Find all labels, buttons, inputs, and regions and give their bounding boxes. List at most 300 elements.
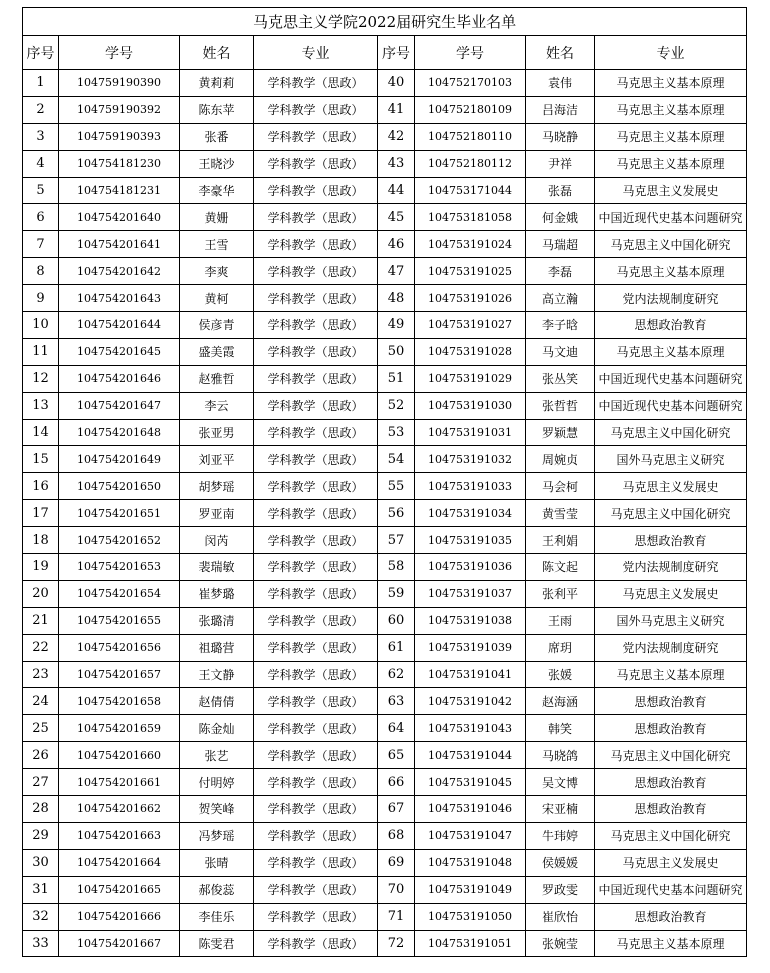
table-row (23, 634, 747, 661)
row-number-right: 54 (378, 446, 415, 473)
student-name-right: 崔欣怡 (526, 903, 595, 930)
row-number-right: 56 (378, 500, 415, 527)
major-left: 学科教学（思政） (254, 769, 378, 796)
student-name-right: 席玥 (526, 634, 595, 661)
student-id-left: 104754201659 (59, 715, 180, 742)
student-id-right: 104753191034 (415, 500, 526, 527)
student-name-right: 高立瀚 (526, 285, 595, 312)
major-left: 学科教学（思政） (254, 903, 378, 930)
header-no-right: 序号 (378, 36, 415, 70)
row-number-left: 12 (23, 365, 59, 392)
table-row (23, 392, 747, 419)
major-left: 学科教学（思政） (254, 285, 378, 312)
table-row (23, 849, 747, 876)
row-number-left: 25 (23, 715, 59, 742)
student-id-left: 104754181231 (59, 177, 180, 204)
student-name-left: 崔梦璐 (180, 580, 254, 607)
student-name-right: 侯媛媛 (526, 849, 595, 876)
row-number-left: 1 (23, 70, 59, 97)
student-name-left: 冯梦瑶 (180, 822, 254, 849)
student-id-left: 104754201667 (59, 930, 180, 957)
student-name-right: 何金娥 (526, 204, 595, 231)
major-right: 中国近现代史基本问题研究 (595, 365, 747, 392)
table-row (23, 930, 747, 957)
student-id-left: 104754201656 (59, 634, 180, 661)
student-id-right: 104753191028 (415, 338, 526, 365)
student-id-right: 104753191026 (415, 285, 526, 312)
student-name-left: 赵雅哲 (180, 365, 254, 392)
major-left: 学科教学（思政） (254, 554, 378, 581)
major-left: 学科教学（思政） (254, 796, 378, 823)
major-left: 学科教学（思政） (254, 822, 378, 849)
student-name-left: 张晴 (180, 849, 254, 876)
major-right: 思想政治教育 (595, 903, 747, 930)
major-right: 思想政治教育 (595, 312, 747, 339)
row-number-right: 61 (378, 634, 415, 661)
major-left: 学科教学（思政） (254, 500, 378, 527)
major-left: 学科教学（思政） (254, 204, 378, 231)
student-id-right: 104753191041 (415, 661, 526, 688)
student-id-right: 104753191024 (415, 231, 526, 258)
table-row (23, 96, 747, 123)
student-name-left: 张亚男 (180, 419, 254, 446)
student-name-left: 陈东苹 (180, 96, 254, 123)
major-left: 学科教学（思政） (254, 365, 378, 392)
table-body (23, 70, 747, 957)
major-right: 思想政治教育 (595, 769, 747, 796)
major-right: 马克思主义基本原理 (595, 70, 747, 97)
student-id-left: 104754201658 (59, 688, 180, 715)
major-right: 思想政治教育 (595, 688, 747, 715)
header-name-right: 姓名 (526, 36, 595, 70)
row-number-right: 68 (378, 822, 415, 849)
major-right: 马克思主义基本原理 (595, 96, 747, 123)
row-number-right: 55 (378, 473, 415, 500)
student-id-left: 104754201640 (59, 204, 180, 231)
table-row (23, 258, 747, 285)
student-name-right: 尹祥 (526, 150, 595, 177)
major-left: 学科教学（思政） (254, 688, 378, 715)
table-row (23, 796, 747, 823)
student-name-left: 黄柯 (180, 285, 254, 312)
row-number-right: 52 (378, 392, 415, 419)
major-left: 学科教学（思政） (254, 70, 378, 97)
table-row (23, 769, 747, 796)
major-right: 国外马克思主义研究 (595, 446, 747, 473)
major-left: 学科教学（思政） (254, 661, 378, 688)
student-name-right: 罗颖慧 (526, 419, 595, 446)
student-name-left: 李爽 (180, 258, 254, 285)
student-id-left: 104754201660 (59, 742, 180, 769)
table-row (23, 419, 747, 446)
student-id-left: 104754201663 (59, 822, 180, 849)
major-right: 思想政治教育 (595, 527, 747, 554)
student-name-right: 马晓静 (526, 123, 595, 150)
student-name-right: 王雨 (526, 607, 595, 634)
row-number-left: 14 (23, 419, 59, 446)
table-row (23, 365, 747, 392)
row-number-right: 50 (378, 338, 415, 365)
row-number-right: 60 (378, 607, 415, 634)
student-id-right: 104753191036 (415, 554, 526, 581)
row-number-left: 15 (23, 446, 59, 473)
student-id-left: 104754201642 (59, 258, 180, 285)
major-left: 学科教学（思政） (254, 96, 378, 123)
major-right: 马克思主义基本原理 (595, 150, 747, 177)
major-right: 中国近现代史基本问题研究 (595, 876, 747, 903)
row-number-right: 48 (378, 285, 415, 312)
student-id-right: 104753191025 (415, 258, 526, 285)
row-number-left: 9 (23, 285, 59, 312)
major-right: 中国近现代史基本问题研究 (595, 204, 747, 231)
table-row (23, 903, 747, 930)
student-name-left: 盛美霞 (180, 338, 254, 365)
table-row (23, 231, 747, 258)
major-right: 党内法规制度研究 (595, 554, 747, 581)
row-number-right: 44 (378, 177, 415, 204)
student-name-left: 王文静 (180, 661, 254, 688)
row-number-right: 42 (378, 123, 415, 150)
student-id-right: 104752180110 (415, 123, 526, 150)
student-name-left: 张艺 (180, 742, 254, 769)
student-id-right: 104753191044 (415, 742, 526, 769)
table-row (23, 123, 747, 150)
student-id-left: 104754201651 (59, 500, 180, 527)
major-right: 马克思主义发展史 (595, 580, 747, 607)
row-number-right: 69 (378, 849, 415, 876)
row-number-left: 7 (23, 231, 59, 258)
major-left: 学科教学（思政） (254, 258, 378, 285)
table-row (23, 554, 747, 581)
student-id-right: 104753191047 (415, 822, 526, 849)
student-name-left: 李豪华 (180, 177, 254, 204)
row-number-left: 21 (23, 607, 59, 634)
header-student-id-right: 学号 (415, 36, 526, 70)
student-name-right: 韩笑 (526, 715, 595, 742)
student-name-right: 赵海涵 (526, 688, 595, 715)
student-id-left: 104754181230 (59, 150, 180, 177)
row-number-right: 45 (378, 204, 415, 231)
major-right: 马克思主义基本原理 (595, 930, 747, 957)
student-name-right: 张哲哲 (526, 392, 595, 419)
student-id-left: 104754201665 (59, 876, 180, 903)
table-row (23, 70, 747, 97)
student-name-right: 马瑞超 (526, 231, 595, 258)
row-number-right: 64 (378, 715, 415, 742)
student-name-left: 黄姗 (180, 204, 254, 231)
student-name-left: 张番 (180, 123, 254, 150)
row-number-left: 11 (23, 338, 59, 365)
student-id-left: 104754201652 (59, 527, 180, 554)
student-name-right: 袁伟 (526, 70, 595, 97)
table-row (23, 312, 747, 339)
student-id-left: 104754201650 (59, 473, 180, 500)
major-right: 马克思主义发展史 (595, 473, 747, 500)
row-number-right: 47 (378, 258, 415, 285)
header-name-left: 姓名 (180, 36, 254, 70)
student-name-left: 刘亚平 (180, 446, 254, 473)
student-id-left: 104754201653 (59, 554, 180, 581)
row-number-right: 72 (378, 930, 415, 957)
major-right: 马克思主义基本原理 (595, 258, 747, 285)
student-id-left: 104754201666 (59, 903, 180, 930)
row-number-right: 51 (378, 365, 415, 392)
table-row (23, 527, 747, 554)
row-number-left: 10 (23, 312, 59, 339)
major-right: 马克思主义中国化研究 (595, 231, 747, 258)
major-left: 学科教学（思政） (254, 150, 378, 177)
student-id-right: 104753191046 (415, 796, 526, 823)
row-number-right: 57 (378, 527, 415, 554)
graduate-list-table (22, 7, 747, 957)
table-row (23, 580, 747, 607)
row-number-left: 27 (23, 769, 59, 796)
student-id-left: 104754201662 (59, 796, 180, 823)
major-left: 学科教学（思政） (254, 527, 378, 554)
row-number-left: 6 (23, 204, 59, 231)
major-right: 马克思主义基本原理 (595, 123, 747, 150)
student-name-left: 裴瑞敏 (180, 554, 254, 581)
row-number-left: 2 (23, 96, 59, 123)
table-row (23, 177, 747, 204)
major-left: 学科教学（思政） (254, 312, 378, 339)
student-name-right: 黄雪莹 (526, 500, 595, 527)
student-id-right: 104753191045 (415, 769, 526, 796)
row-number-left: 23 (23, 661, 59, 688)
row-number-left: 8 (23, 258, 59, 285)
student-name-right: 马文迪 (526, 338, 595, 365)
student-name-right: 李子晗 (526, 312, 595, 339)
row-number-left: 3 (23, 123, 59, 150)
major-right: 马克思主义中国化研究 (595, 500, 747, 527)
table-row (23, 661, 747, 688)
row-number-right: 67 (378, 796, 415, 823)
row-number-right: 40 (378, 70, 415, 97)
student-id-left: 104754201645 (59, 338, 180, 365)
row-number-right: 70 (378, 876, 415, 903)
row-number-left: 13 (23, 392, 59, 419)
major-left: 学科教学（思政） (254, 419, 378, 446)
student-name-right: 张磊 (526, 177, 595, 204)
header-student-id-left: 学号 (59, 36, 180, 70)
student-id-left: 104754201661 (59, 769, 180, 796)
table-row (23, 500, 747, 527)
student-id-right: 104753191043 (415, 715, 526, 742)
row-number-right: 49 (378, 312, 415, 339)
student-name-left: 赵倩倩 (180, 688, 254, 715)
table-row (23, 742, 747, 769)
row-number-left: 30 (23, 849, 59, 876)
row-number-right: 43 (378, 150, 415, 177)
student-id-right: 104752180112 (415, 150, 526, 177)
student-id-left: 104759190393 (59, 123, 180, 150)
major-left: 学科教学（思政） (254, 123, 378, 150)
row-number-right: 46 (378, 231, 415, 258)
student-id-right: 104753191029 (415, 365, 526, 392)
row-number-right: 41 (378, 96, 415, 123)
row-number-left: 28 (23, 796, 59, 823)
table-row (23, 338, 747, 365)
student-name-right: 张利平 (526, 580, 595, 607)
student-id-right: 104753191049 (415, 876, 526, 903)
row-number-right: 59 (378, 580, 415, 607)
major-right: 马克思主义中国化研究 (595, 822, 747, 849)
major-right: 马克思主义发展史 (595, 849, 747, 876)
major-right: 党内法规制度研究 (595, 634, 747, 661)
row-number-right: 65 (378, 742, 415, 769)
student-name-right: 牛玮婷 (526, 822, 595, 849)
student-name-right: 罗政雯 (526, 876, 595, 903)
major-right: 思想政治教育 (595, 796, 747, 823)
row-number-left: 31 (23, 876, 59, 903)
student-id-right: 104753191037 (415, 580, 526, 607)
title-row (23, 8, 747, 36)
major-left: 学科教学（思政） (254, 607, 378, 634)
major-left: 学科教学（思政） (254, 876, 378, 903)
student-name-left: 黄莉莉 (180, 70, 254, 97)
student-id-right: 104753191032 (415, 446, 526, 473)
major-left: 学科教学（思政） (254, 473, 378, 500)
student-name-left: 陈金灿 (180, 715, 254, 742)
student-name-right: 宋亚楠 (526, 796, 595, 823)
student-name-right: 王利娟 (526, 527, 595, 554)
row-number-right: 53 (378, 419, 415, 446)
student-id-left: 104754201646 (59, 365, 180, 392)
table-row (23, 150, 747, 177)
student-id-left: 104754201655 (59, 607, 180, 634)
student-name-left: 贺笑峰 (180, 796, 254, 823)
row-number-left: 4 (23, 150, 59, 177)
student-id-left: 104754201649 (59, 446, 180, 473)
row-number-left: 20 (23, 580, 59, 607)
student-name-left: 罗亚南 (180, 500, 254, 527)
row-number-left: 22 (23, 634, 59, 661)
student-name-left: 李云 (180, 392, 254, 419)
student-id-right: 104753191035 (415, 527, 526, 554)
student-id-left: 104754201648 (59, 419, 180, 446)
student-name-right: 张丛笑 (526, 365, 595, 392)
student-id-right: 104753191038 (415, 607, 526, 634)
table-row (23, 688, 747, 715)
student-name-left: 胡梦瑶 (180, 473, 254, 500)
row-number-right: 58 (378, 554, 415, 581)
row-number-left: 5 (23, 177, 59, 204)
student-id-right: 104753191039 (415, 634, 526, 661)
major-right: 思想政治教育 (595, 715, 747, 742)
student-id-right: 104753191051 (415, 930, 526, 957)
student-id-right: 104753171044 (415, 177, 526, 204)
student-id-left: 104754201664 (59, 849, 180, 876)
student-name-left: 张璐清 (180, 607, 254, 634)
student-name-right: 吴文博 (526, 769, 595, 796)
student-name-right: 马晓鸽 (526, 742, 595, 769)
table-row (23, 473, 747, 500)
major-right: 中国近现代史基本问题研究 (595, 392, 747, 419)
header-no-left: 序号 (23, 36, 59, 70)
major-left: 学科教学（思政） (254, 715, 378, 742)
major-right: 马克思主义发展史 (595, 177, 747, 204)
student-name-right: 张媛 (526, 661, 595, 688)
student-id-left: 104759190392 (59, 96, 180, 123)
major-left: 学科教学（思政） (254, 849, 378, 876)
student-name-right: 陈文起 (526, 554, 595, 581)
header-major-left: 专业 (254, 36, 378, 70)
student-name-left: 王雪 (180, 231, 254, 258)
student-id-left: 104759190390 (59, 70, 180, 97)
table-row (23, 876, 747, 903)
table-row (23, 204, 747, 231)
row-number-left: 17 (23, 500, 59, 527)
student-id-left: 104754201641 (59, 231, 180, 258)
major-right: 国外马克思主义研究 (595, 607, 747, 634)
major-left: 学科教学（思政） (254, 177, 378, 204)
student-id-right: 104753191033 (415, 473, 526, 500)
major-right: 党内法规制度研究 (595, 285, 747, 312)
table-row (23, 285, 747, 312)
major-left: 学科教学（思政） (254, 446, 378, 473)
row-number-left: 32 (23, 903, 59, 930)
major-left: 学科教学（思政） (254, 634, 378, 661)
student-id-left: 104754201657 (59, 661, 180, 688)
major-left: 学科教学（思政） (254, 580, 378, 607)
row-number-left: 16 (23, 473, 59, 500)
major-left: 学科教学（思政） (254, 231, 378, 258)
student-id-left: 104754201643 (59, 285, 180, 312)
student-id-right: 104752170103 (415, 70, 526, 97)
row-number-right: 66 (378, 769, 415, 796)
student-id-right: 104752180109 (415, 96, 526, 123)
student-name-right: 张婉莹 (526, 930, 595, 957)
major-right: 马克思主义中国化研究 (595, 419, 747, 446)
major-right: 马克思主义中国化研究 (595, 742, 747, 769)
row-number-left: 33 (23, 930, 59, 957)
student-name-left: 李佳乐 (180, 903, 254, 930)
major-left: 学科教学（思政） (254, 338, 378, 365)
student-name-left: 陈雯君 (180, 930, 254, 957)
student-id-right: 104753191030 (415, 392, 526, 419)
student-name-right: 周婉贞 (526, 446, 595, 473)
student-id-right: 104753191027 (415, 312, 526, 339)
row-number-right: 62 (378, 661, 415, 688)
header-row (23, 36, 747, 70)
student-name-right: 马会柯 (526, 473, 595, 500)
student-id-right: 104753191042 (415, 688, 526, 715)
student-name-left: 侯彦青 (180, 312, 254, 339)
student-name-left: 王晓沙 (180, 150, 254, 177)
student-name-right: 李磊 (526, 258, 595, 285)
major-left: 学科教学（思政） (254, 930, 378, 957)
major-right: 马克思主义基本原理 (595, 661, 747, 688)
table-row (23, 446, 747, 473)
student-id-right: 104753191031 (415, 419, 526, 446)
major-right: 马克思主义基本原理 (595, 338, 747, 365)
table-row (23, 822, 747, 849)
student-id-left: 104754201647 (59, 392, 180, 419)
row-number-left: 24 (23, 688, 59, 715)
row-number-left: 19 (23, 554, 59, 581)
student-id-right: 104753191050 (415, 903, 526, 930)
header-major-right: 专业 (595, 36, 747, 70)
student-id-left: 104754201654 (59, 580, 180, 607)
row-number-left: 18 (23, 527, 59, 554)
row-number-right: 71 (378, 903, 415, 930)
student-name-left: 郝俊蕊 (180, 876, 254, 903)
student-name-right: 吕海洁 (526, 96, 595, 123)
row-number-left: 26 (23, 742, 59, 769)
table-row (23, 607, 747, 634)
student-id-left: 104754201644 (59, 312, 180, 339)
student-id-right: 104753191048 (415, 849, 526, 876)
